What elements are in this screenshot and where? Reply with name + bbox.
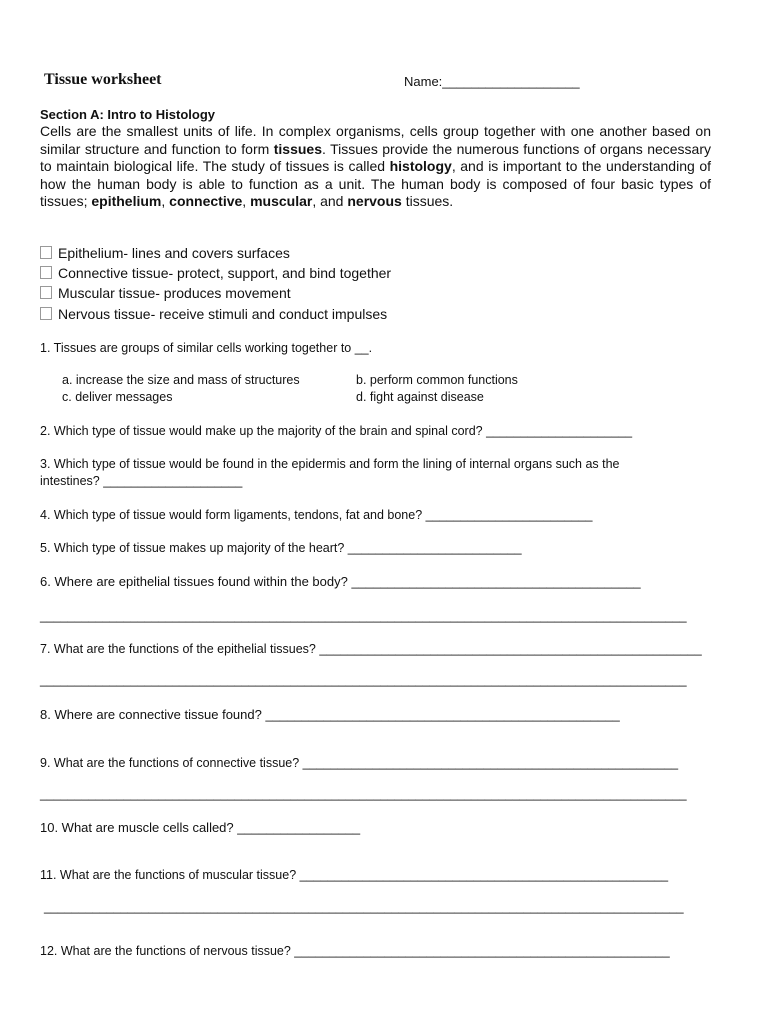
answer-line: ____________________________________________________________________________________________ — [44, 900, 684, 914]
term-muscular: muscular — [250, 193, 313, 209]
question-5: 5. Which type of tissue makes up majority of the heart? _________________________ — [40, 541, 522, 555]
answer-line: _____________________________________________________________________________________________ — [40, 673, 687, 687]
question-1: 1. Tissues are groups of similar cells working together to __. — [40, 341, 373, 355]
bullet-item: Nervous tissue- receive stimuli and conduct impulses — [40, 306, 387, 322]
answer-line: _____________________________________________________________________________________________ — [40, 787, 687, 801]
bullet-item: Muscular tissue- produces movement — [40, 285, 291, 301]
term-tissues: tissues — [273, 140, 322, 157]
bullet-box-icon — [40, 307, 52, 320]
intro-paragraph: Cells are the smallest units of life. In complex organisms, cells group together with one another based on similar structure and function to form tissues. Tissues provide the numerous functions of organs necessary to maintain biological life. The study of tissues is called histology, and is important to the understanding of how the human body is able to function as a unit. The human body is composed of four basic types of tissues; epithelium, connective, muscular, and nervous tissues. — [40, 123, 711, 209]
bullet-box-icon — [40, 246, 52, 259]
q1-option-a: a. increase the size and mass of structures — [62, 373, 300, 387]
section-heading: Section A: Intro to Histology — [40, 107, 216, 122]
question-12: 12. What are the functions of nervous tissue? ______________________________________________________ — [40, 944, 670, 958]
term-connective: connective — [169, 193, 243, 209]
question-8: 8. Where are connective tissue found? _________________________________________________ — [40, 707, 620, 722]
question-3-continued: intestines? ____________________ — [40, 474, 243, 488]
question-4: 4. Which type of tissue would form ligaments, tendons, fat and bone? ________________________ — [40, 508, 593, 522]
q1-option-b: b. perform common functions — [356, 373, 518, 387]
question-6: 6. Where are epithelial tissues found within the body? ________________________________________ — [40, 574, 641, 589]
term-nervous: nervous — [347, 193, 402, 209]
question-3: 3. Which type of tissue would be found in the epidermis and form the lining of internal organs such as the — [40, 457, 620, 471]
term-histology: histology — [389, 158, 452, 174]
question-11: 11. What are the functions of muscular tissue? _____________________________________________________ — [40, 868, 669, 882]
bullet-item: Connective tissue- protect, support, and bind together — [40, 265, 391, 281]
term-epithelium: epithelium — [91, 193, 162, 209]
q1-option-c: c. deliver messages — [62, 390, 173, 404]
bullet-box-icon — [40, 266, 52, 279]
question-10: 10. What are muscle cells called? _________________ — [40, 820, 361, 835]
name-field-label: Name:___________________ — [404, 74, 580, 89]
question-2: 2. Which type of tissue would make up the majority of the brain and spinal cord? _____________________ — [40, 424, 633, 438]
answer-line: _____________________________________________________________________________________________ — [40, 609, 687, 623]
bullet-item: Epithelium- lines and covers surfaces — [40, 245, 290, 261]
bullet-box-icon — [40, 286, 52, 299]
worksheet-title: Tissue worksheet — [44, 71, 162, 88]
question-9: 9. What are the functions of connective tissue? ______________________________________________________ — [40, 756, 679, 770]
question-7: 7. What are the functions of the epithelial tissues? _______________________________________________________ — [40, 642, 702, 656]
q1-option-d: d. fight against disease — [356, 390, 484, 404]
